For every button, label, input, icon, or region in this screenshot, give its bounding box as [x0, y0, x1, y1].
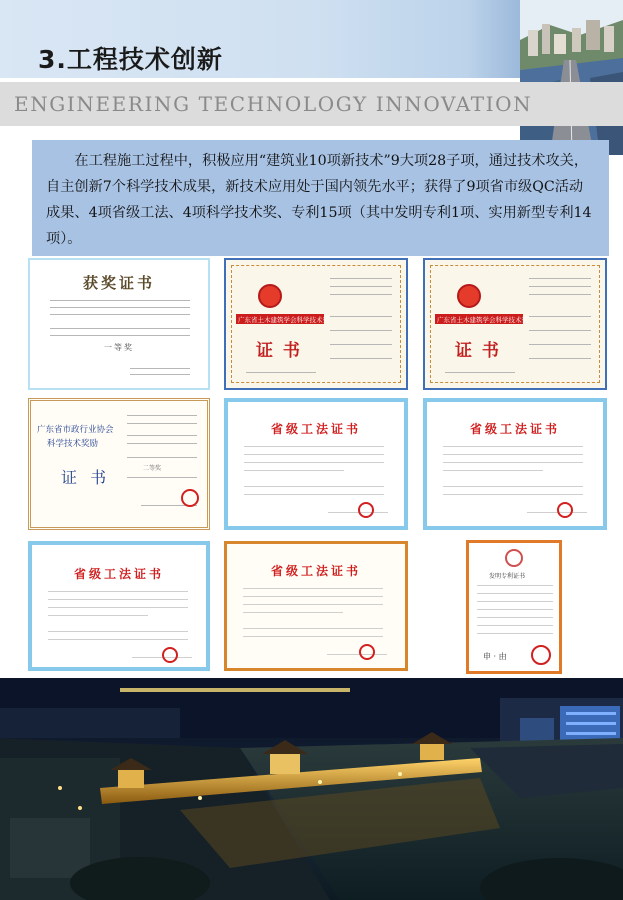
certificate-provincial-method-4 — [224, 541, 408, 671]
red-seal-icon — [557, 502, 573, 518]
intro-paragraph: 在工程施工过程中，积极应用“建筑业10项新技术”9大项28子项，通过技术攻关，自主创新7个科学技术成果，新技术应用处于国内领先水平；获得了9项省市级QC活动成果、4项省级工法、4项科学技术奖、专利15项（其中发明专利1项、实用新型专利14项）。 — [46, 153, 592, 247]
certificate-title: 省级工法证书 — [73, 567, 164, 581]
certificate-municipal-award — [28, 398, 210, 530]
certificate-word: 证 书 — [256, 341, 302, 361]
intro-textbox — [32, 140, 609, 256]
patent-title: 发明专利证书 — [489, 573, 526, 580]
red-seal-icon — [358, 502, 374, 518]
certificate-provincial-method-1 — [224, 398, 408, 530]
certificate-word: 证 书 — [61, 468, 111, 487]
red-seal-icon — [531, 645, 551, 665]
certificate-title: 省级工法证书 — [270, 564, 361, 578]
certificate-prize: 二等奖 — [143, 465, 162, 472]
page-title: 3.工程技术创新 — [38, 45, 223, 74]
certificate-provincial-method-3 — [28, 541, 210, 671]
patent-signature: 申 · 由 — [483, 652, 507, 661]
red-seal-icon — [181, 489, 199, 507]
national-emblem-icon — [505, 549, 523, 567]
certificate-award-1 — [28, 258, 210, 390]
certificate-band-text: 广东省土木建筑学会科学技术奖 — [437, 316, 528, 324]
header-city-photo — [520, 0, 623, 155]
red-seal-icon — [359, 644, 375, 660]
certificate-invention-patent — [466, 540, 562, 674]
certificate-science-award-2 — [224, 258, 408, 390]
certificate-science-award-3 — [423, 258, 607, 390]
certificate-sub: 科学技术奖励 — [47, 439, 99, 449]
bridge-night-photo — [0, 678, 623, 900]
english-title: ENGINEERING TECHNOLOGY INNOVATION — [14, 92, 533, 116]
society-emblem-icon — [258, 284, 282, 308]
red-seal-icon — [162, 647, 178, 663]
certificate-org: 广东省市政行业协会 — [37, 425, 114, 435]
certificate-band-text: 广东省土木建筑学会科学技术奖 — [238, 316, 329, 324]
society-emblem-icon — [457, 284, 481, 308]
certificate-word: 证 书 — [455, 341, 501, 361]
certificate-award-level: 一等奖 — [104, 343, 134, 352]
certificate-title: 省级工法证书 — [469, 422, 560, 436]
certificate-provincial-method-2 — [423, 398, 607, 530]
certificate-title: 获奖证书 — [82, 274, 155, 292]
certificate-title: 省级工法证书 — [270, 422, 361, 436]
